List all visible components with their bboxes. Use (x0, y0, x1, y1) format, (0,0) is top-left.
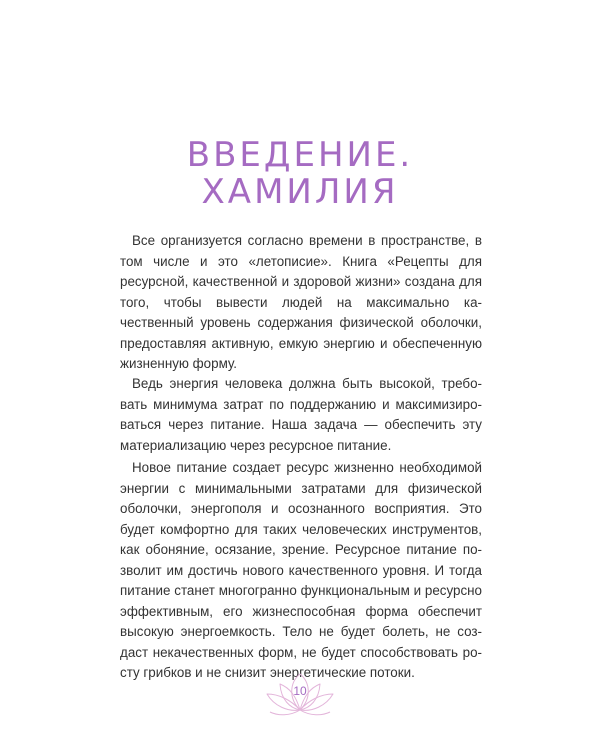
chapter-title-line-1: ВВЕДЕНИЕ. (186, 135, 414, 175)
body-paragraph-3: Новое питание создает ресурс жизненно необходимой энергии с минимальными затратами для физической оболочки, энергополя и осознанного восприятия. Это будет комфортно для таких человеческих инструментов, как обоняние, осязание, зрение. Ресурсное питание позволит им достичь нового качественного уровня. И тогда питание станет многогранно функциональным и ресурсно эффективным, его жизнеспособная форма обеспечит высокую энергоемкость. Тело не будет болеть, не создаст некачественных форм, не будет способствовать росту грибков и не снизит энергетические потоки. (120, 460, 482, 680)
page-number: 10 (293, 684, 307, 698)
body-paragraph-2: Ведь энергия человека должна быть высокой, требовать минимума затрат по поддержанию и максимизироваться через питание. Наша задача — обеспечить эту материализацию через ресурсное питание. (120, 376, 482, 453)
body-paragraph-1: Все организуется согласно времени в пространстве, в том числе и это «летописие». Книга «Рецепты для ресурсной, качественной и здоровой жизни» создана для того, чтобы вывести людей на максимально качественный уровень содержания физической оболочки, предоставляя активную, емкую энергию и обеспеченную жизненную форму. (120, 233, 482, 371)
page-footer (260, 668, 340, 718)
chapter-title-line-2: ХАМИЛИЯ (201, 172, 399, 212)
